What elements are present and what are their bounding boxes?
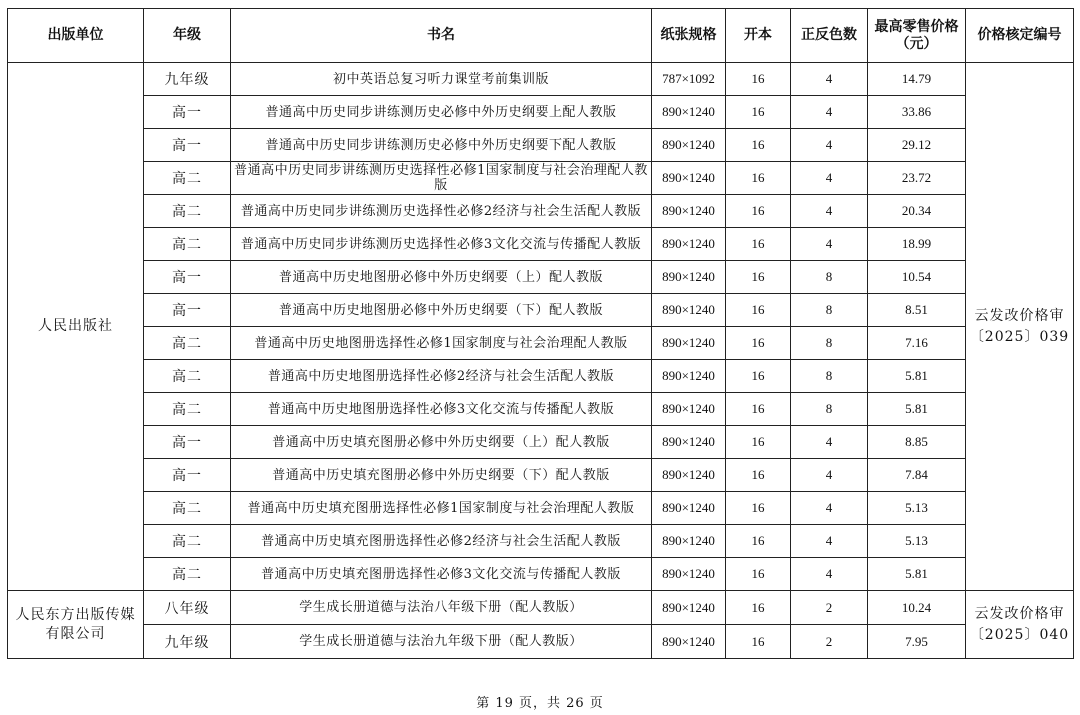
grade-cell: 高一 (144, 129, 231, 162)
table-row (8, 426, 1074, 459)
paper-size-cell: 890×1240 (652, 492, 726, 525)
table-row (8, 393, 1074, 426)
paper-size-cell: 890×1240 (652, 591, 726, 625)
book-title-cell: 学生成长册道德与法治八年级下册（配人教版） (231, 591, 652, 625)
format-cell: 16 (726, 492, 791, 525)
publisher-cell: 人民出版社 (8, 63, 144, 591)
header-price: 最高零售价格（元） (868, 9, 966, 63)
grade-cell: 九年级 (144, 63, 231, 96)
book-title-cell: 普通高中历史填充图册选择性必修3文化交流与传播配人教版 (231, 558, 652, 591)
color-count-cell: 4 (791, 558, 868, 591)
table-row (8, 558, 1074, 591)
color-count-cell: 4 (791, 426, 868, 459)
paper-size-cell: 890×1240 (652, 294, 726, 327)
book-title-cell: 普通高中历史同步讲练测历史选择性必修1国家制度与社会治理配人教版 (231, 162, 652, 195)
table-row (8, 294, 1074, 327)
color-count-cell: 8 (791, 327, 868, 360)
grade-cell: 高一 (144, 426, 231, 459)
price-cell: 33.86 (868, 96, 966, 129)
table-row (8, 492, 1074, 525)
grade-cell: 高二 (144, 162, 231, 195)
color-count-cell: 4 (791, 525, 868, 558)
book-title-cell: 普通高中历史填充图册选择性必修2经济与社会生活配人教版 (231, 525, 652, 558)
approval-code-line: 云发改价格审 (974, 605, 1065, 622)
format-cell: 16 (726, 393, 791, 426)
paper-size-cell: 890×1240 (652, 426, 726, 459)
paper-size-cell: 890×1240 (652, 558, 726, 591)
paper-size-cell: 890×1240 (652, 625, 726, 659)
grade-cell: 高一 (144, 96, 231, 129)
format-cell: 16 (726, 162, 791, 195)
format-cell: 16 (726, 195, 791, 228)
format-cell: 16 (726, 459, 791, 492)
table-row (8, 625, 1074, 659)
format-cell: 16 (726, 525, 791, 558)
price-cell: 18.99 (868, 228, 966, 261)
format-cell: 16 (726, 228, 791, 261)
paper-size-cell: 787×1092 (652, 63, 726, 96)
price-cell: 7.95 (868, 625, 966, 659)
book-title-cell: 普通高中历史同步讲练测历史选择性必修3文化交流与传播配人教版 (231, 228, 652, 261)
price-cell: 8.85 (868, 426, 966, 459)
grade-cell: 高二 (144, 327, 231, 360)
format-cell: 16 (726, 294, 791, 327)
book-title-cell: 普通高中历史填充图册必修中外历史纲要（下）配人教版 (231, 459, 652, 492)
format-cell: 16 (726, 625, 791, 659)
color-count-cell: 8 (791, 360, 868, 393)
color-count-cell: 4 (791, 492, 868, 525)
paper-size-cell: 890×1240 (652, 195, 726, 228)
color-count-cell: 4 (791, 459, 868, 492)
table-row (8, 228, 1074, 261)
price-cell: 7.84 (868, 459, 966, 492)
format-cell: 16 (726, 63, 791, 96)
price-cell: 5.81 (868, 360, 966, 393)
approval-code-line: 云发改价格审 (974, 307, 1065, 324)
approval-code-cell (966, 63, 1074, 591)
approval-code-line: 〔2025〕039 (969, 328, 1070, 345)
header-publisher: 出版单位 (8, 9, 144, 63)
header-paper: 纸张规格 (652, 9, 726, 63)
price-cell: 10.24 (868, 591, 966, 625)
color-count-cell: 8 (791, 294, 868, 327)
book-title-cell: 普通高中历史地图册选择性必修2经济与社会生活配人教版 (231, 360, 652, 393)
grade-cell: 高二 (144, 393, 231, 426)
paper-size-cell: 890×1240 (652, 360, 726, 393)
grade-cell: 高一 (144, 459, 231, 492)
book-title-cell: 普通高中历史填充图册必修中外历史纲要（上）配人教版 (231, 426, 652, 459)
price-cell: 8.51 (868, 294, 966, 327)
header-title: 书名 (231, 9, 652, 63)
table-row (8, 327, 1074, 360)
table-row (8, 96, 1074, 129)
price-table (7, 8, 1074, 659)
format-cell: 16 (726, 426, 791, 459)
book-title-cell: 普通高中历史同步讲练测历史必修中外历史纲要上配人教版 (231, 96, 652, 129)
price-cell: 5.13 (868, 492, 966, 525)
grade-cell: 高一 (144, 294, 231, 327)
price-cell: 20.34 (868, 195, 966, 228)
format-cell: 16 (726, 96, 791, 129)
paper-size-cell: 890×1240 (652, 129, 726, 162)
paper-size-cell: 890×1240 (652, 327, 726, 360)
grade-cell: 高一 (144, 261, 231, 294)
table-row (8, 63, 1074, 96)
book-title-cell: 普通高中历史地图册选择性必修3文化交流与传播配人教版 (231, 393, 652, 426)
book-title-cell: 学生成长册道德与法治九年级下册（配人教版） (231, 625, 652, 659)
approval-code-line: 〔2025〕040 (969, 626, 1070, 643)
book-title-cell: 初中英语总复习听力课堂考前集训版 (231, 63, 652, 96)
table-row (8, 129, 1074, 162)
header-approval: 价格核定编号 (966, 9, 1074, 63)
paper-size-cell: 890×1240 (652, 261, 726, 294)
color-count-cell: 4 (791, 63, 868, 96)
grade-cell: 高二 (144, 228, 231, 261)
grade-cell: 高二 (144, 360, 231, 393)
book-title-cell: 普通高中历史地图册必修中外历史纲要（上）配人教版 (231, 261, 652, 294)
grade-cell: 高二 (144, 558, 231, 591)
price-cell: 5.81 (868, 393, 966, 426)
header-format: 开本 (726, 9, 791, 63)
color-count-cell: 8 (791, 261, 868, 294)
paper-size-cell: 890×1240 (652, 525, 726, 558)
color-count-cell: 8 (791, 393, 868, 426)
price-cell: 5.81 (868, 558, 966, 591)
table-row (8, 525, 1074, 558)
table-row (8, 360, 1074, 393)
format-cell: 16 (726, 360, 791, 393)
paper-size-cell: 890×1240 (652, 393, 726, 426)
color-count-cell: 2 (791, 625, 868, 659)
approval-code-cell (966, 591, 1074, 659)
color-count-cell: 2 (791, 591, 868, 625)
table-row (8, 261, 1074, 294)
format-cell: 16 (726, 129, 791, 162)
price-cell: 7.16 (868, 327, 966, 360)
color-count-cell: 4 (791, 96, 868, 129)
price-cell: 23.72 (868, 162, 966, 195)
publisher-cell: 人民东方出版传媒有限公司 (8, 591, 144, 659)
table-row (8, 591, 1074, 625)
color-count-cell: 4 (791, 162, 868, 195)
color-count-cell: 4 (791, 228, 868, 261)
grade-cell: 高二 (144, 492, 231, 525)
table-row (8, 162, 1074, 195)
grade-cell: 高二 (144, 195, 231, 228)
book-title-cell: 普通高中历史地图册选择性必修1国家制度与社会治理配人教版 (231, 327, 652, 360)
table-header-row (8, 9, 1074, 63)
book-title-cell: 普通高中历史填充图册选择性必修1国家制度与社会治理配人教版 (231, 492, 652, 525)
grade-cell: 高二 (144, 525, 231, 558)
color-count-cell: 4 (791, 195, 868, 228)
header-grade: 年级 (144, 9, 231, 63)
price-cell: 10.54 (868, 261, 966, 294)
price-cell: 5.13 (868, 525, 966, 558)
format-cell: 16 (726, 327, 791, 360)
price-cell: 29.12 (868, 129, 966, 162)
color-count-cell: 4 (791, 129, 868, 162)
price-cell: 14.79 (868, 63, 966, 96)
header-colors: 正反色数 (791, 9, 868, 63)
grade-cell: 九年级 (144, 625, 231, 659)
paper-size-cell: 890×1240 (652, 228, 726, 261)
table-row (8, 195, 1074, 228)
paper-size-cell: 890×1240 (652, 96, 726, 129)
book-title-cell: 普通高中历史地图册必修中外历史纲要（下）配人教版 (231, 294, 652, 327)
paper-size-cell: 890×1240 (652, 162, 726, 195)
page-footer: 第 19 页，共 26 页 (476, 696, 604, 711)
format-cell: 16 (726, 591, 791, 625)
paper-size-cell: 890×1240 (652, 459, 726, 492)
book-title-cell: 普通高中历史同步讲练测历史选择性必修2经济与社会生活配人教版 (231, 195, 652, 228)
format-cell: 16 (726, 261, 791, 294)
format-cell: 16 (726, 558, 791, 591)
book-title-cell: 普通高中历史同步讲练测历史必修中外历史纲要下配人教版 (231, 129, 652, 162)
table-row (8, 459, 1074, 492)
grade-cell: 八年级 (144, 591, 231, 625)
